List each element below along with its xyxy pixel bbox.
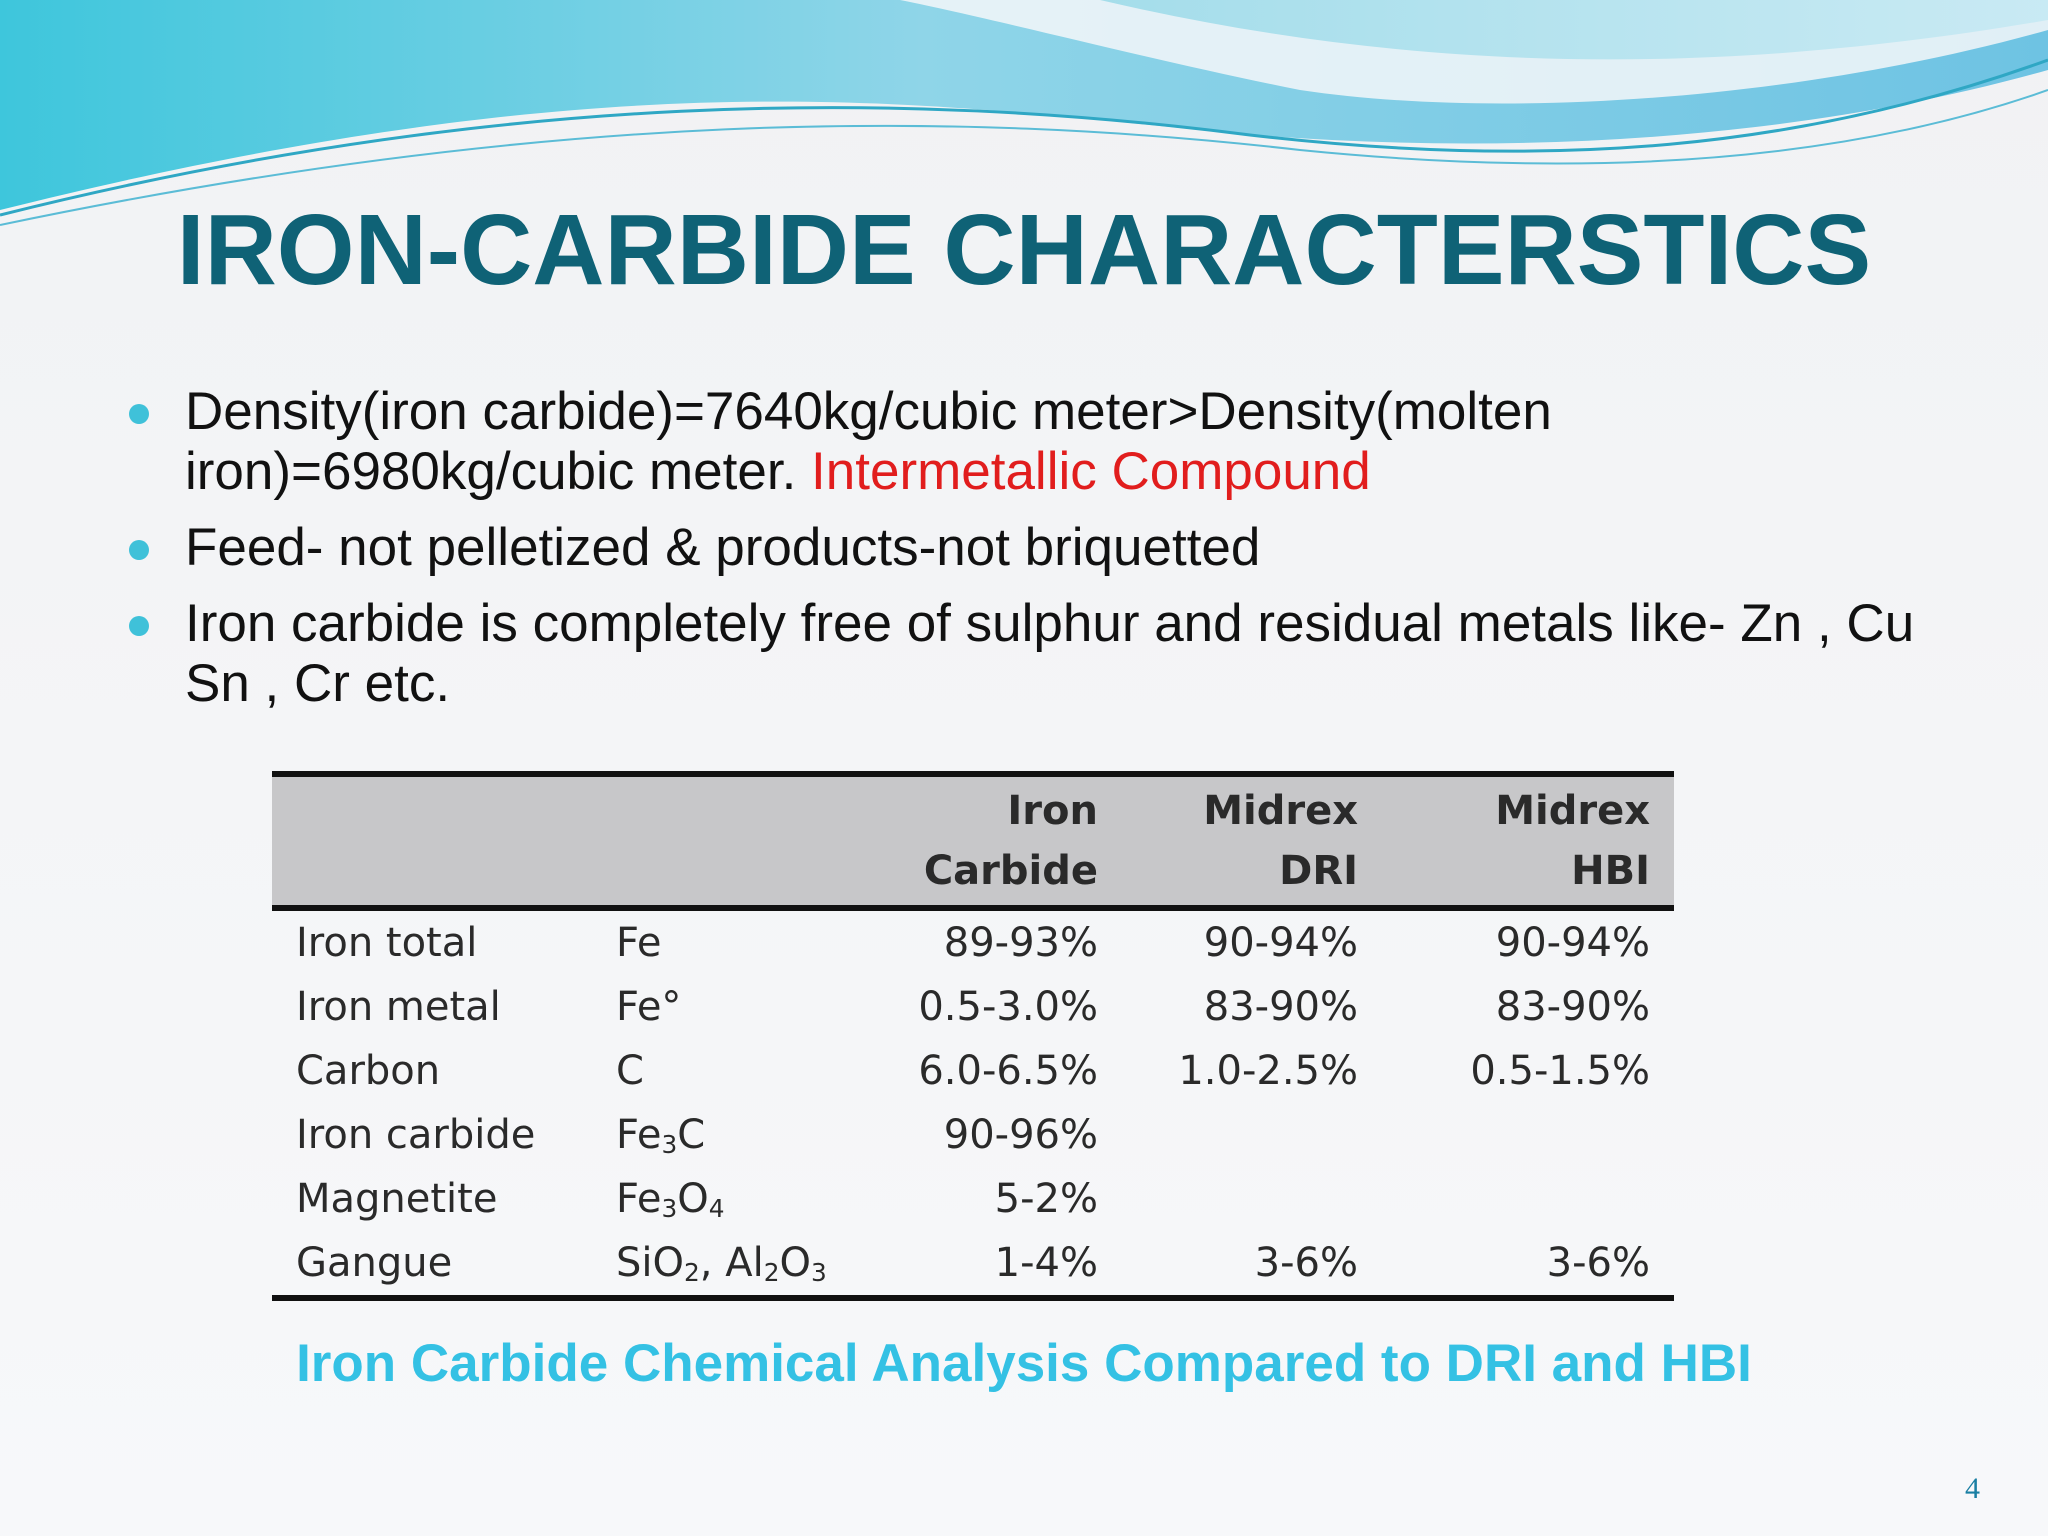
formula-subscript: 3 <box>661 1129 678 1159</box>
formula-subscript: 3 <box>810 1257 827 1287</box>
cell-name: Magnetite <box>296 1176 498 1222</box>
bullet-dot-icon <box>129 404 149 424</box>
cell-iron-carbide: 5-2% <box>994 1176 1098 1222</box>
header-iron-carbide <box>852 774 1122 908</box>
table-caption: Iron Carbide Chemical Analysis Compared to DRI and HBI <box>296 1334 1752 1393</box>
header-midrex-hbi-line1: Midrex <box>1495 788 1650 834</box>
cell-midrex-dri: 1.0-2.5% <box>1178 1048 1358 1094</box>
cell-iron-carbide: 90-96% <box>943 1112 1098 1158</box>
header-midrex-dri-line1: Midrex <box>1203 788 1358 834</box>
header-name <box>272 774 592 908</box>
table-header <box>272 774 1674 908</box>
cell-midrex-dri: 90-94% <box>1203 920 1358 966</box>
bullet-list <box>125 382 1935 730</box>
cell-midrex-hbi: 90-94% <box>1495 920 1650 966</box>
table-row <box>272 975 1674 1039</box>
cell-midrex-dri <box>1122 1167 1382 1231</box>
header-midrex-dri <box>1122 774 1382 908</box>
cell-iron-carbide: 0.5-3.0% <box>918 984 1098 1030</box>
formula-part: C <box>677 1112 706 1158</box>
cell-name: Iron carbide <box>296 1112 536 1158</box>
cell-midrex-hbi <box>1382 1103 1674 1167</box>
analysis-table <box>272 771 1674 1301</box>
formula-part: Fe <box>616 1112 662 1158</box>
header-formula <box>592 774 852 908</box>
bullet-dot-icon <box>129 540 149 560</box>
header-midrex-dri-line2: DRI <box>1279 848 1358 894</box>
table-row <box>272 1167 1674 1231</box>
table-row <box>272 908 1674 975</box>
formula-subscript: 3 <box>661 1193 678 1223</box>
cell-formula <box>592 1231 852 1298</box>
bullet-dot-icon <box>129 616 149 636</box>
bullet-item <box>125 518 1935 578</box>
cell-iron-carbide: 89-93% <box>943 920 1098 966</box>
cell-name: Gangue <box>296 1240 453 1286</box>
formula-part: O <box>779 1240 811 1286</box>
formula-subscript: 2 <box>684 1257 700 1287</box>
cell-name: Iron total <box>296 920 478 966</box>
header-iron-carbide-line2: Carbide <box>923 848 1098 894</box>
cell-iron-carbide: 6.0-6.5% <box>918 1048 1098 1094</box>
table-body <box>272 908 1674 1298</box>
bullet-text: Iron carbide is completely free of sulphur and residual metals like- Zn , Cu Sn , Cr etc. <box>185 594 1915 713</box>
table-row <box>272 1039 1674 1103</box>
cell-name: Iron metal <box>296 984 501 1030</box>
cell-midrex-dri <box>1122 1103 1382 1167</box>
formula-part: , Al <box>699 1240 764 1286</box>
cell-midrex-hbi: 0.5-1.5% <box>1470 1048 1650 1094</box>
cell-midrex-hbi: 3-6% <box>1546 1240 1650 1286</box>
analysis-table-container <box>272 771 1674 1301</box>
cell-formula: Fe <box>616 920 662 966</box>
cell-iron-carbide: 1-4% <box>994 1240 1098 1286</box>
bullet-highlight: Intermetallic Compound <box>811 442 1371 501</box>
bullet-text: Density(iron carbide)=7640kg/cubic meter>Density(molten iron)=6980kg/cubic meter. <box>185 382 1552 501</box>
page-number: 4 <box>1965 1472 1980 1505</box>
bullet-text: Feed- not pelletized & products-not briquetted <box>185 518 1261 577</box>
cell-midrex-dri: 3-6% <box>1254 1240 1358 1286</box>
header-iron-carbide-line1: Iron <box>1007 788 1098 834</box>
cell-formula <box>592 1167 852 1231</box>
cell-formula: Fe° <box>616 984 682 1030</box>
slide-title: IRON-CARBIDE CHARACTERSTICS <box>176 194 1872 306</box>
formula-part: SiO <box>616 1240 684 1286</box>
table-row <box>272 1103 1674 1167</box>
cell-midrex-hbi: 83-90% <box>1495 984 1650 1030</box>
formula-subscript: 2 <box>763 1257 780 1287</box>
formula-part: O <box>677 1176 709 1222</box>
header-midrex-hbi-line2: HBI <box>1571 848 1650 894</box>
cell-name: Carbon <box>296 1048 441 1094</box>
formula-part: Fe <box>616 1176 662 1222</box>
cell-formula: C <box>616 1048 644 1094</box>
table-header-row <box>272 774 1674 908</box>
bullet-item <box>125 594 1935 714</box>
cell-formula <box>592 1103 852 1167</box>
bullet-item <box>125 382 1935 502</box>
header-midrex-hbi <box>1382 774 1674 908</box>
cell-midrex-dri: 83-90% <box>1203 984 1358 1030</box>
table-row <box>272 1231 1674 1298</box>
cell-midrex-hbi <box>1382 1167 1674 1231</box>
formula-subscript: 4 <box>708 1193 725 1223</box>
